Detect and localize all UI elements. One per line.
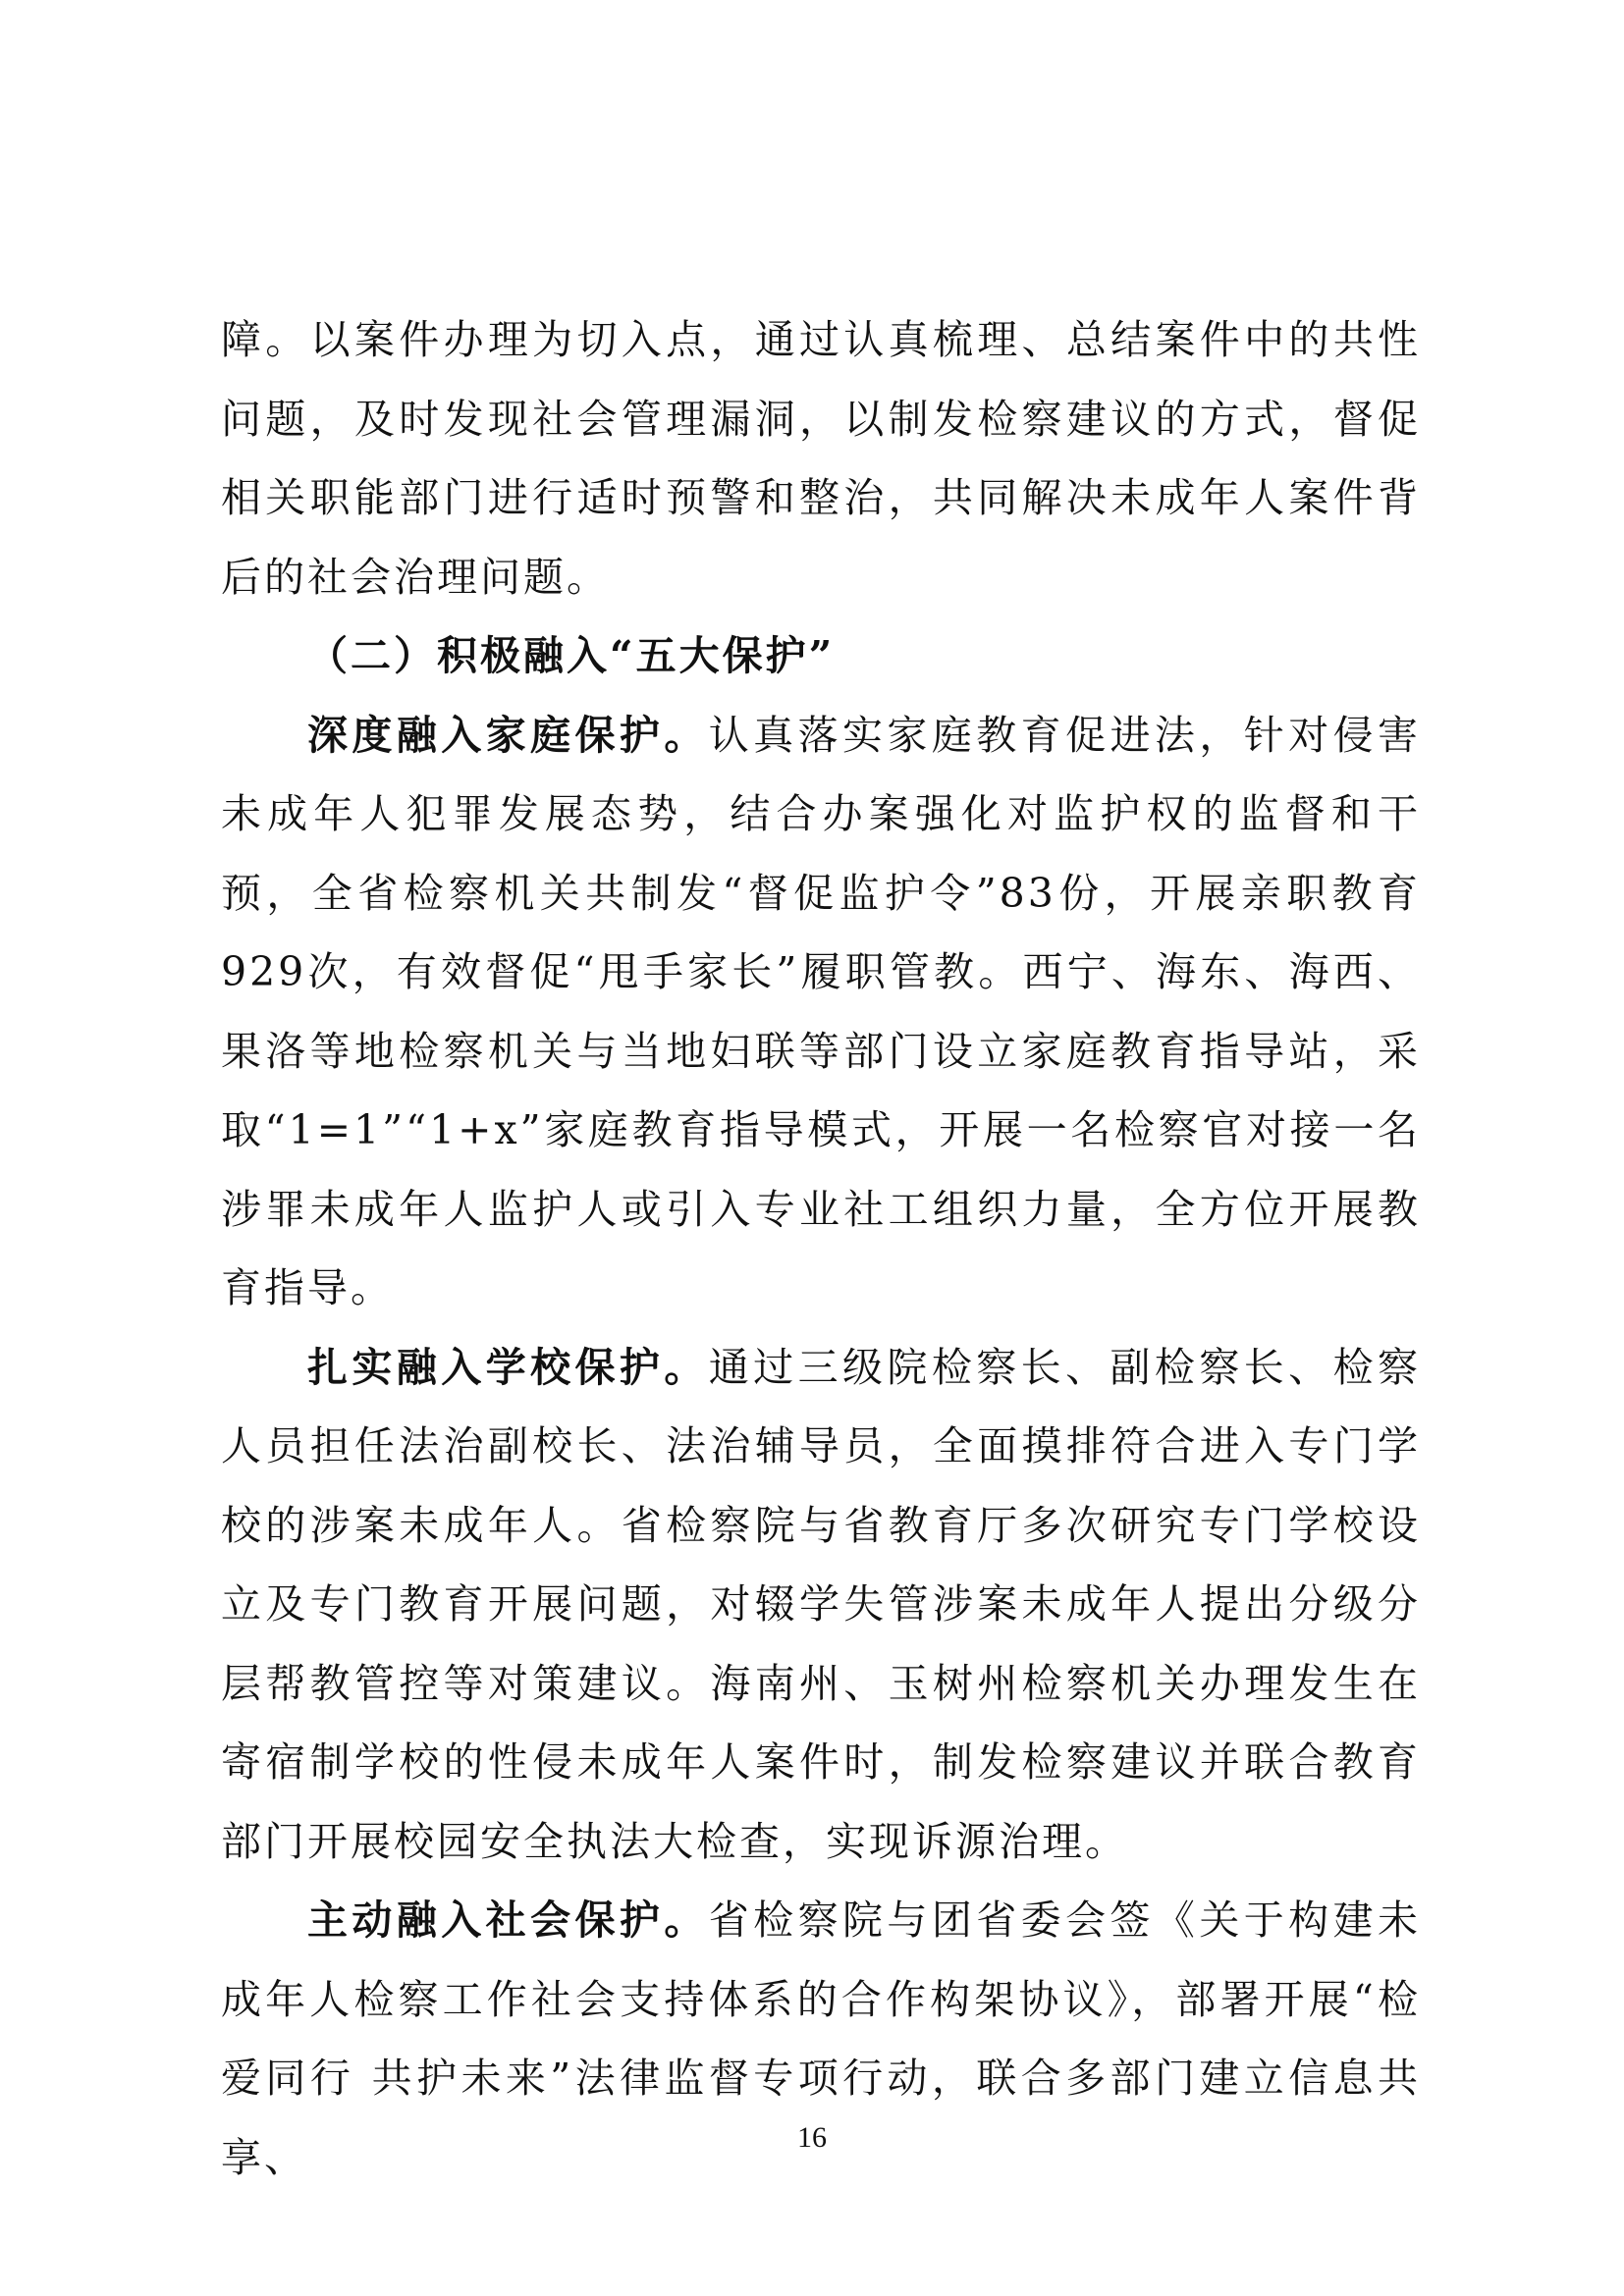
section-heading: （二）积极融入“五大保护” [307,632,836,679]
paragraph-text: 省检察院与团省委会签《关于构建未成年人检察工作社会支持体系的合作构架协议》，部署开展“检爱同行 共护未来”法律监督专项行动，联合多部门建立信息共享、 [221,1896,1421,2181]
paragraph-school-protection [221,1328,1421,1882]
paragraph-text: 通过三级院检察长、副检察长、检察人员担任法治副校长、法治辅导员，全面摸排符合进入专门学校的涉案未成年人。省检察院与省教育厅多次研究专门学校设立及专门教育开展问题，对辍学失管涉案未成年人提出分级分层帮教管控等对策建议。海南州、玉树州检察机关办理发生在寄宿制学校的性侵未成年人案件时，制发检察建议并联合教育部门开展校园安全执法大检查，实现诉源治理。 [221,1343,1421,1865]
page-number: 16 [797,2121,827,2154]
paragraph-text: 认真落实家庭教育促进法，针对侵害未成年人犯罪发展态势，结合办案强化对监护权的监督和干预，全省检察机关共制发“督促监护令”83份，开展亲职教育929次，有效督促“甩手家长”履职管教。西宁、海东、海西、果洛等地检察机关与当地妇联等部门设立家庭教育指导站，采取“1=1”“1+x”家庭教育指导模式，开展一名检察官对接一名涉罪未成年人监护人或引入专业社工组织力量，全方位开展教育指导。 [221,711,1421,1311]
paragraph-lead: 扎实融入学校保护。 [307,1343,709,1391]
continuation-paragraph: 障。以案件办理为切入点，通过认真梳理、总结案件中的共性问题，及时发现社会管理漏洞，以制发检察建议的方式，督促相关职能部门进行适时预警和整治，共同解决未成年人案件背后的社会治理问题。 [221,316,1421,601]
paragraph-lead: 深度融入家庭保护。 [307,711,709,759]
paragraph-family-protection [221,696,1421,1328]
paragraph-lead: 主动融入社会保护。 [307,1896,709,1944]
body-text [221,300,1421,2197]
